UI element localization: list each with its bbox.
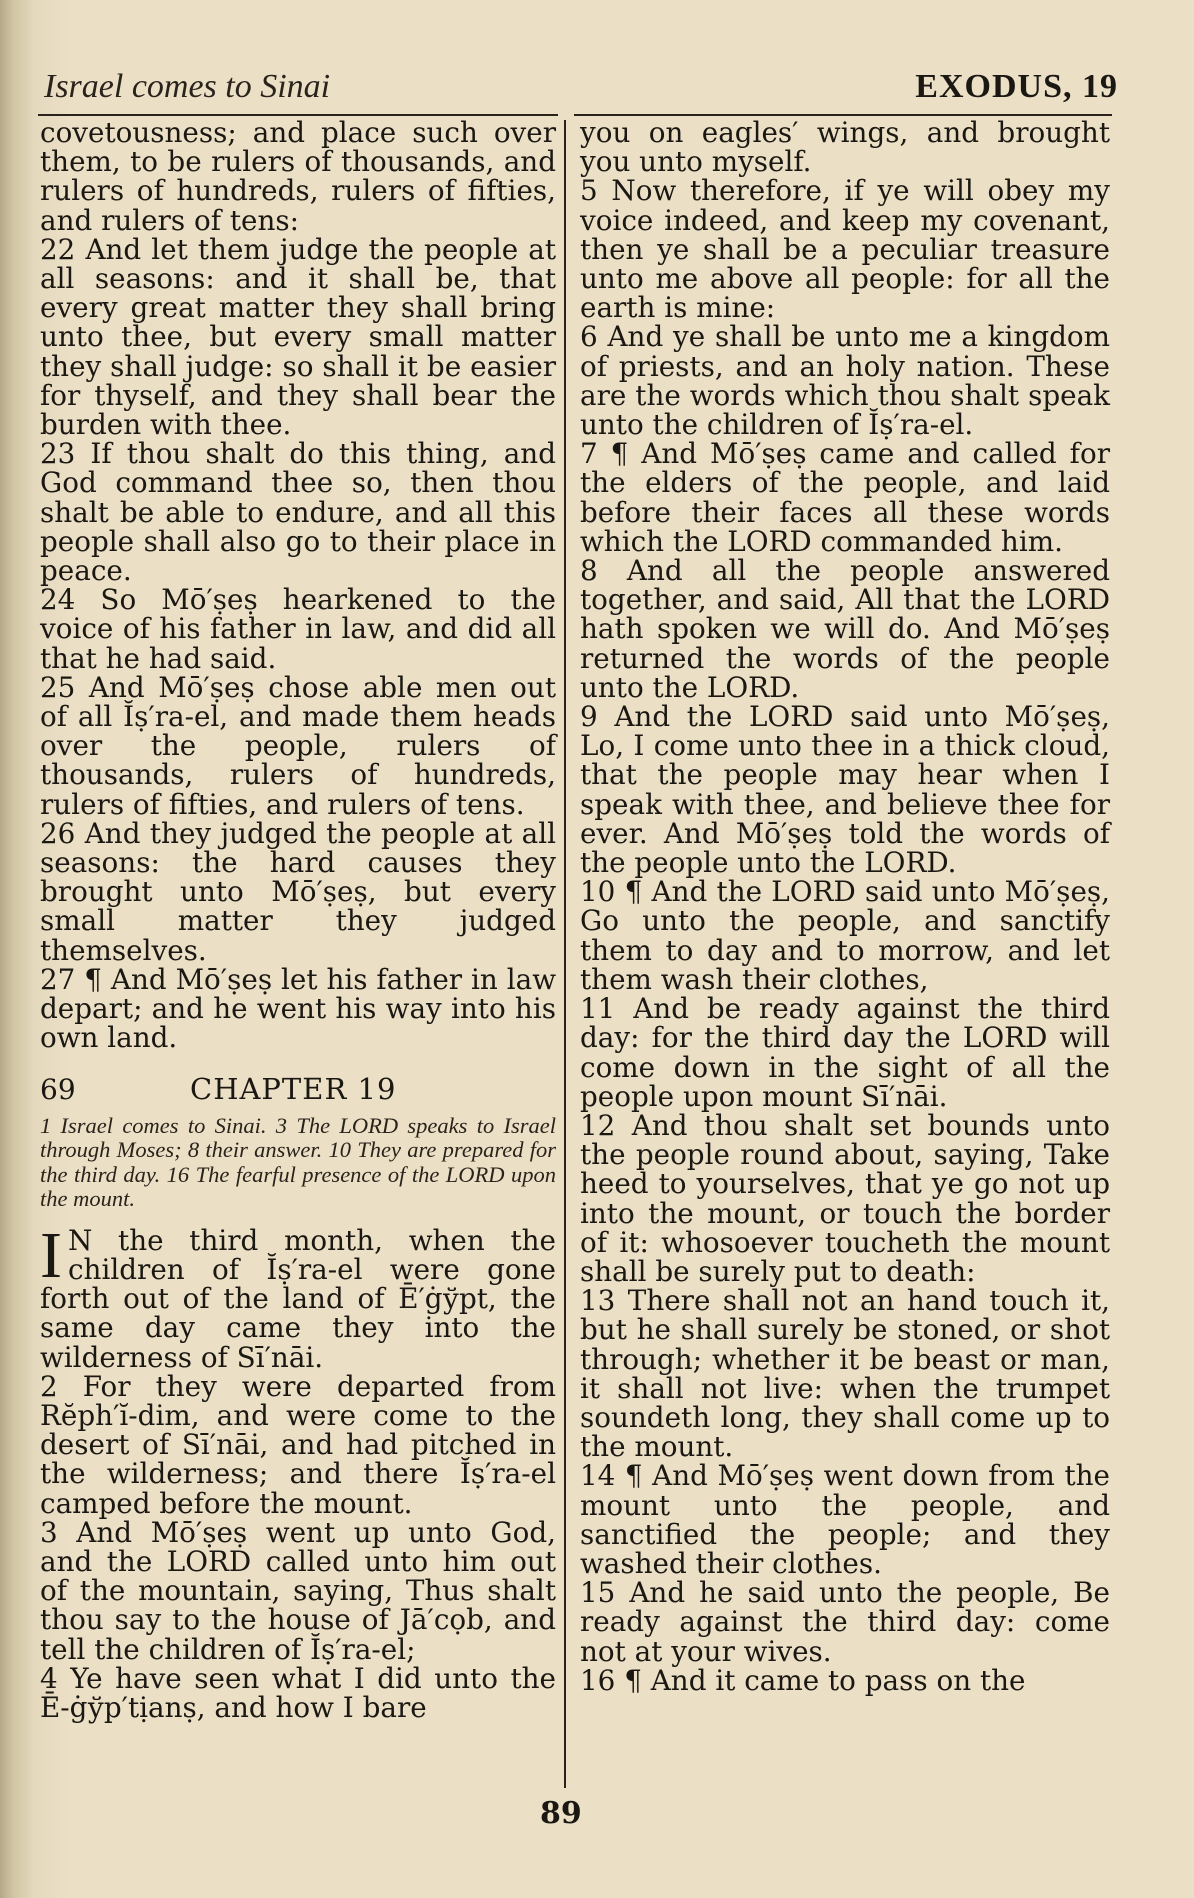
verse-text: 27 ¶ And Mō′ṣeṣ let his father in law depart; and he went his way into his own land.: [40, 962, 556, 1055]
verse-text: 15 And he said unto the people, Be ready against the third day: come not at your wives.: [580, 1576, 1110, 1668]
verse-text: 22 And let them judge the people at all seasons: and it shall be, that every great matter they shall bring unto thee, but every small matter they shall judge: so shall it be easier for thyself, and they shall bear the burden with thee.: [40, 232, 556, 442]
chapter-marginal-number: 69: [40, 1072, 76, 1106]
verse-text: 14 ¶ And Mō′ṣeṣ went down from the mount unto the people, and sanctified the people; and they washed their clothes.: [580, 1459, 1110, 1580]
verse-text: 26 And they judged the people at all seasons: the hard causes they brought unto Mō′ṣeṣ, but every small matter they judged themselves.: [40, 816, 556, 967]
running-head: [44, 54, 1118, 106]
verse-text: 8 And all the people answered together, and said, All that the LORD hath spoken we will do. And Mō′ṣeṣ returned the words of the people unto the LORD.: [580, 554, 1110, 704]
book-chapter-heading: EXODUS, 19: [915, 68, 1118, 105]
verse-text: 11 And be ready against the third day: for the third day the LORD will come down in the sight of all the people upon mount Sī′nāi.: [580, 992, 1110, 1113]
verse-text: 13 There shall not an hand touch it, but he shall surely be stoned, or shot through; whether it be beast or man, it shall not live: when the trumpet soundeth long, they shall come up to the mount.: [580, 1284, 1110, 1464]
verse-text: 23 If thou shalt do this thing, and God command thee so, then thou shalt be able to endure, and all this people shall also go to their place in peace.: [40, 437, 556, 588]
chapter-heading: [40, 1071, 556, 1106]
verse-text: 6 And ye shall be unto me a kingdom of priests, and an holy nation. These are the words which thou shalt speak unto the children of Ĭṣ′ra-el.: [580, 320, 1110, 442]
column-divider: [564, 120, 566, 1788]
verse-text: 4 Ye have seen what I did unto the Ē-ġўp′tịanṣ, and how I bare: [40, 1661, 556, 1724]
verse-text: 9 And the LORD said unto Mō′ṣeṣ, Lo, I come unto thee in a thick cloud, that the people may hear when I speak with thee, and believe thee for ever. And Mō′ṣeṣ told the words of the people unto the LORD.: [580, 700, 1110, 880]
page-number: 89: [540, 1796, 582, 1831]
verse-text: you on eagles′ wings, and brought you unto myself.: [580, 116, 1110, 179]
opening-verse-text: N the third month, when the children of Ĭṣ′ra-el were gone forth out of the land of Ē′ġўpt, the same day came they into the wilderness of Sī′nāi.: [40, 1223, 556, 1374]
verse-text: 24 So Mō′ṣeṣ hearkened to the voice of his father in law, and did all that he had said.: [40, 583, 556, 675]
verse-text: 16 ¶ And it came to pass on the: [580, 1663, 1026, 1697]
verse-text: 12 And thou shalt set bounds unto the people round about, saying, Take heed to yourselves, that ye go not up into the mount, or touch the border of it: whosoever toucheth the mount shall be surely put to death:: [580, 1108, 1110, 1288]
verse-text: 3 And Mō′ṣeṣ went up unto God, and the LORD called unto him out of the mountain, saying, Thus shalt thou say to the house of Jā′cọb, and tell the children of Ĭṣ′ra-el;: [40, 1515, 556, 1666]
verse-text: 10 ¶ And the LORD said unto Mō′ṣeṣ, Go unto the people, and sanctify them to day and to morrow, and let them wash their clothes,: [580, 875, 1110, 996]
chapter-summary: 1 Israel comes to Sinai. 3 The LORD speaks to Israel through Moses; 8 their answer. 10 They are prepared for the third day. 16 The fearful presence of the LORD upon the mount.: [40, 1112, 556, 1212]
verse-text: 2 For they were departed from Rĕph′ĭ-dim, and were come to the desert of Sī′nāi, and had pitched in the wilderness; and there Ĭṣ′ra-el camped before the mount.: [40, 1369, 556, 1520]
left-column: [40, 118, 556, 1722]
opening-verse: [40, 1218, 556, 1374]
chapter-title: CHAPTER 19: [190, 1071, 397, 1106]
verse-text: 5 Now therefore, if ye will obey my voice indeed, and keep my covenant, then ye shall be a peculiar treasure unto me above all people: for all the earth is mine:: [580, 174, 1110, 325]
section-heading: Israel comes to Sinai: [44, 68, 331, 105]
verse-text: 7 ¶ And Mō′ṣeṣ came and called for the elders of the people, and laid before their faces all these words which the LORD commanded him.: [580, 437, 1110, 558]
verse-text: covetousness; and place such over them, to be rulers of thousands, and rulers of hundreds, rulers of fifties, and rulers of tens:: [40, 116, 556, 237]
right-column: [580, 118, 1110, 1695]
drop-cap: I: [40, 1218, 62, 1292]
verse-text: 25 And Mō′ṣeṣ chose able men out of all Ĭṣ′ra-el, and made them heads over the people, rulers of thousands, rulers of hundreds, rulers of fifties, and rulers of tens.: [40, 670, 556, 821]
